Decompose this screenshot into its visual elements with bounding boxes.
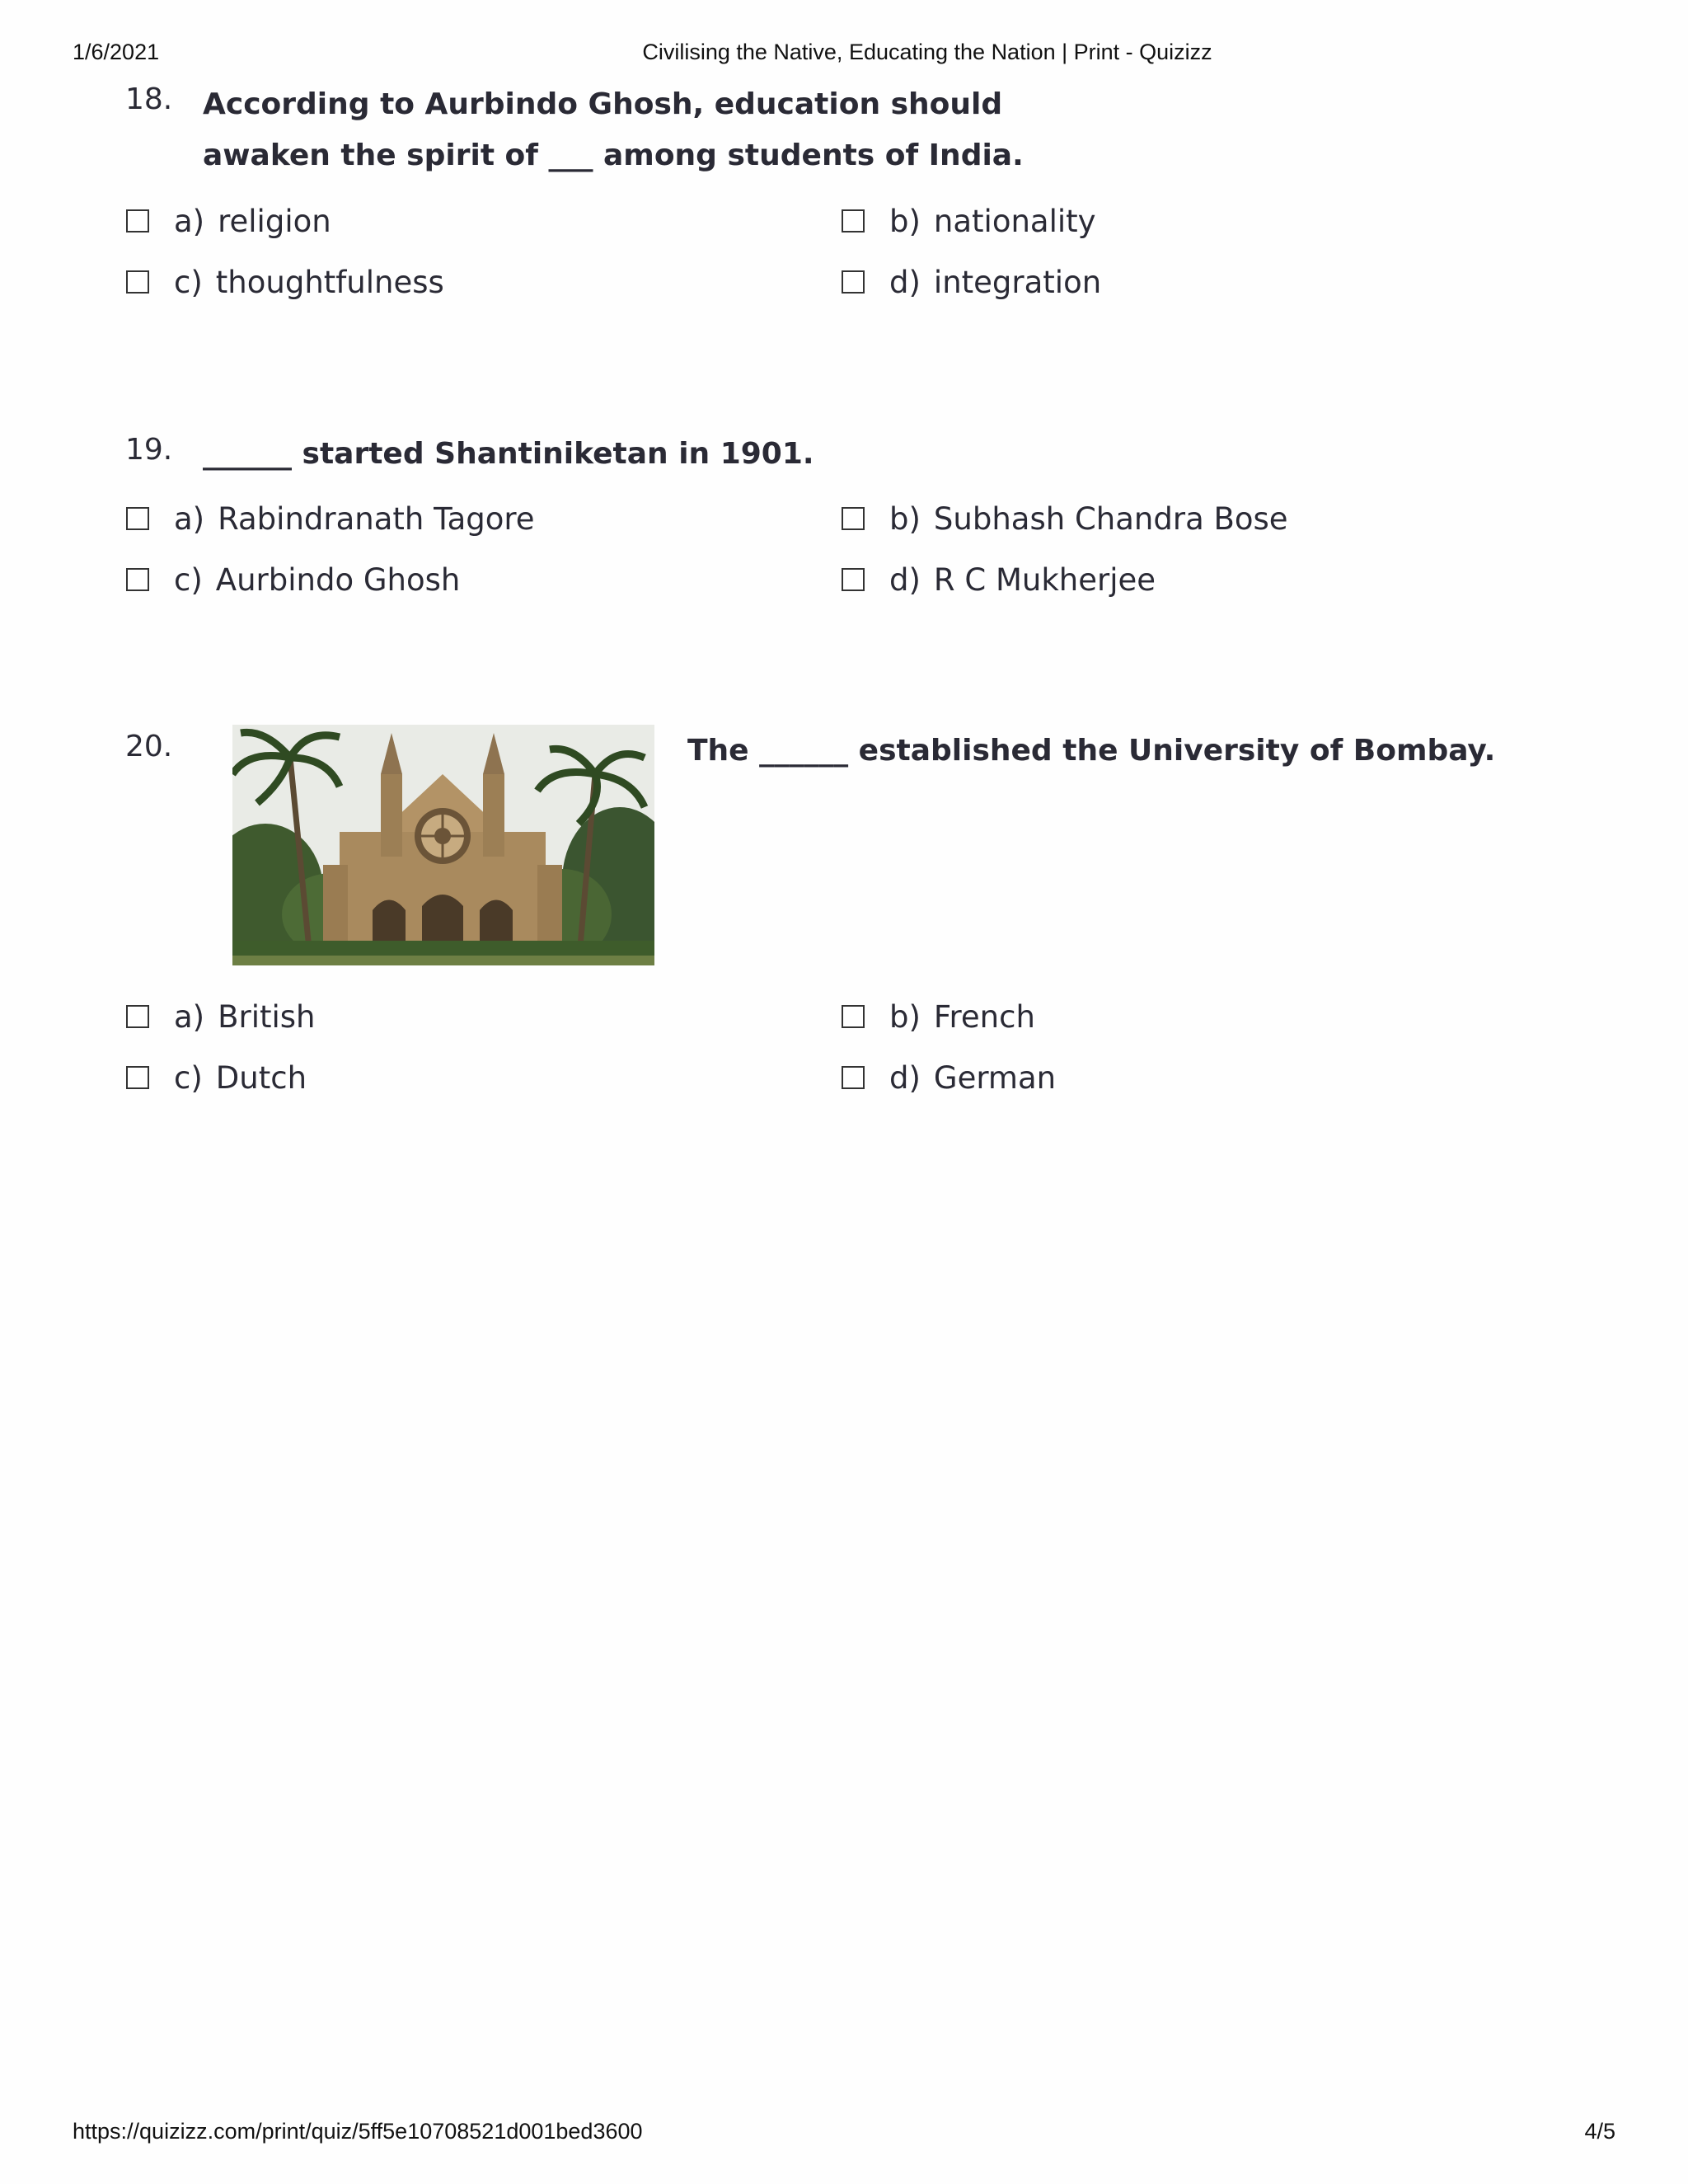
option-text: integration xyxy=(933,264,1102,300)
question-number: 20. xyxy=(125,730,173,763)
question-text: The ______ established the University of Bombay. xyxy=(687,734,1496,768)
option-letter: c) xyxy=(174,561,203,598)
option-c[interactable] xyxy=(126,257,444,307)
option-text: French xyxy=(933,998,1035,1035)
print-title: Civilising the Native, Educating the Nation | Print - Quizizz xyxy=(642,40,1212,64)
option-d[interactable] xyxy=(842,555,1156,604)
checkbox-icon[interactable] xyxy=(842,1066,865,1089)
checkbox-icon[interactable] xyxy=(842,507,865,530)
question-number: 18. xyxy=(125,82,173,116)
print-header xyxy=(0,40,1688,69)
option-a[interactable] xyxy=(126,494,535,543)
question-text-line: awaken the spirit of ___ among students of India. xyxy=(203,139,1024,172)
question-number: 19. xyxy=(125,433,173,467)
option-d[interactable] xyxy=(842,257,1101,307)
option-text: thoughtfulness xyxy=(215,264,444,300)
option-letter: d) xyxy=(889,561,921,598)
university-building-image xyxy=(232,725,654,965)
option-letter: b) xyxy=(889,998,921,1035)
option-text: Dutch xyxy=(215,1059,307,1096)
checkbox-icon[interactable] xyxy=(126,1066,149,1089)
checkbox-icon[interactable] xyxy=(126,568,149,591)
option-letter: a) xyxy=(174,998,205,1035)
option-letter: c) xyxy=(174,1059,203,1096)
option-text: nationality xyxy=(933,203,1096,239)
checkbox-icon[interactable] xyxy=(842,568,865,591)
option-text: Aurbindo Ghosh xyxy=(215,561,461,598)
question-text xyxy=(203,79,1024,181)
option-text: Rabindranath Tagore xyxy=(218,500,535,537)
option-b[interactable] xyxy=(842,992,1035,1041)
option-text: R C Mukherjee xyxy=(933,561,1156,598)
checkbox-icon[interactable] xyxy=(126,1005,149,1028)
option-letter: b) xyxy=(889,500,921,537)
question-text-line: According to Aurbindo Ghosh, education should xyxy=(203,87,1003,121)
checkbox-icon[interactable] xyxy=(126,209,149,232)
print-url: https://quizizz.com/print/quiz/5ff5e10708521d001bed3600 xyxy=(73,2119,643,2144)
option-letter: b) xyxy=(889,203,921,239)
question-text: ______ started Shantiniketan in 1901. xyxy=(203,437,814,471)
option-c[interactable] xyxy=(126,555,460,604)
print-footer xyxy=(0,2119,1688,2149)
checkbox-icon[interactable] xyxy=(842,209,865,232)
checkbox-icon[interactable] xyxy=(126,270,149,294)
option-text: German xyxy=(933,1059,1057,1096)
option-text: Subhash Chandra Bose xyxy=(933,500,1288,537)
option-text: religion xyxy=(218,203,331,239)
option-text: British xyxy=(218,998,316,1035)
option-a[interactable] xyxy=(126,992,316,1041)
print-date: 1/6/2021 xyxy=(73,40,160,64)
option-c[interactable] xyxy=(126,1053,307,1102)
option-letter: c) xyxy=(174,264,203,300)
option-b[interactable] xyxy=(842,494,1288,543)
option-b[interactable] xyxy=(842,196,1096,246)
page-number: 4/5 xyxy=(1584,2119,1615,2144)
checkbox-icon[interactable] xyxy=(842,1005,865,1028)
option-letter: d) xyxy=(889,264,921,300)
option-letter: a) xyxy=(174,203,205,239)
checkbox-icon[interactable] xyxy=(126,507,149,530)
checkbox-icon[interactable] xyxy=(842,270,865,294)
option-d[interactable] xyxy=(842,1053,1056,1102)
option-letter: a) xyxy=(174,500,205,537)
option-letter: d) xyxy=(889,1059,921,1096)
option-a[interactable] xyxy=(126,196,331,246)
